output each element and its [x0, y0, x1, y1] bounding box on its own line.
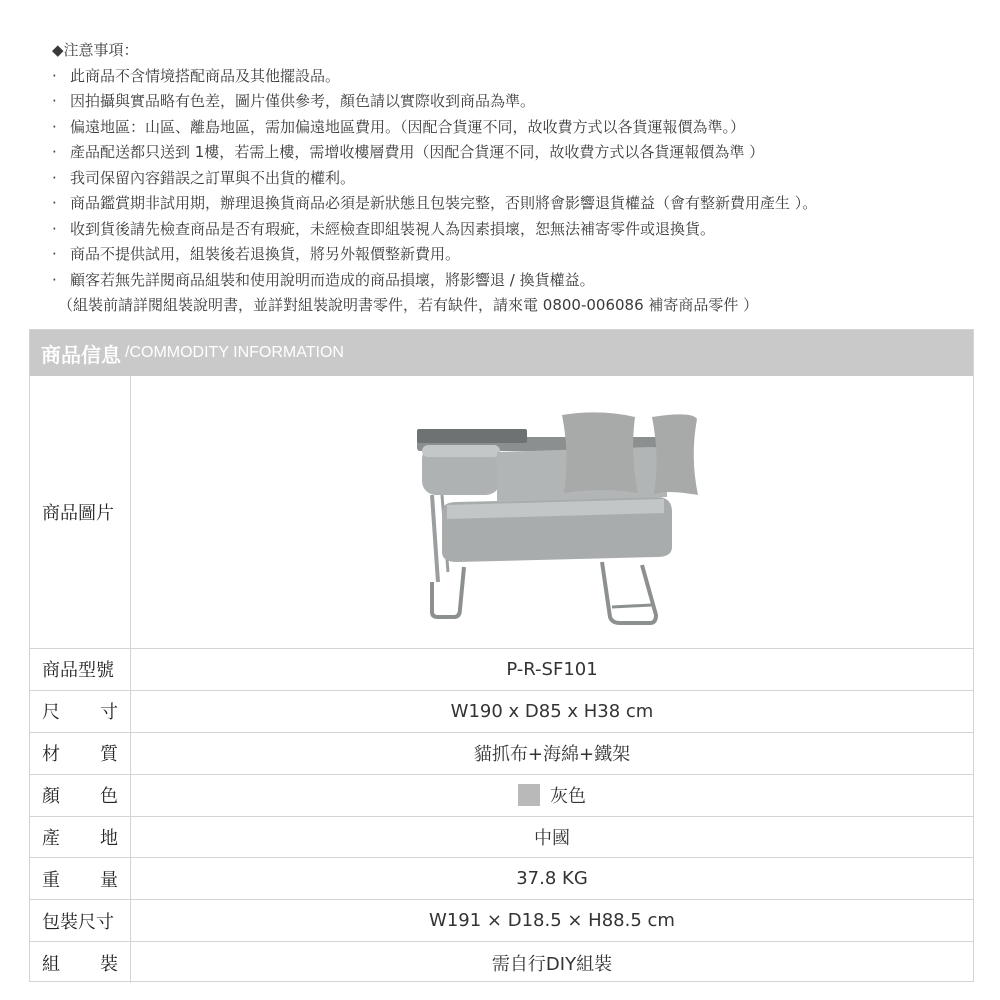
bullet: ·: [52, 143, 57, 161]
spec-row-package: [30, 899, 973, 941]
info-title: 商品信息: [41, 342, 121, 367]
spec-value-color: 灰色: [131, 775, 973, 816]
note-text: 因拍攝與實品略有色差，圖片僅供參考，顏色請以實際收到商品為準。: [70, 92, 536, 110]
bullet: ·: [52, 92, 57, 110]
spec-label: 包裝尺寸: [30, 900, 131, 941]
spec-value-model: P-R-SF101: [506, 658, 598, 680]
notes-section: [48, 38, 978, 319]
product-image: [131, 376, 973, 648]
note-item: [48, 115, 978, 141]
note-text: 產品配送都只送到 1樓，若需上樓，需增收樓層費用（因配合貨運不同，故收費方式以各貨運報價為準 ）: [70, 143, 765, 161]
spec-label: 重 量: [30, 858, 131, 899]
note-item: [48, 89, 978, 115]
info-header: [30, 330, 973, 376]
spec-label: 尺 寸: [30, 691, 131, 732]
spec-value-weight: 37.8 KG: [516, 868, 588, 890]
spec-label: 組 裝: [30, 942, 131, 983]
spec-value-origin: 中國: [534, 828, 570, 849]
note-text: 顧客若無先詳閱商品組裝和使用說明而造成的商品損壞，將影響退 / 換貨權益。: [70, 270, 595, 289]
spec-row-model: [30, 648, 973, 690]
note-text: 商品鑑賞期非試用期，辦理退換貨商品必須是新狀態且包裝完整，否則將會影響退貨權益（會有整新費用產生 ）。: [70, 194, 818, 212]
image-row: [30, 376, 973, 648]
bullet: ·: [52, 245, 57, 263]
spec-value-assembly: 需自行DIY組裝: [491, 953, 613, 975]
sofa-leg-right: [602, 562, 656, 623]
note-text: 商品不提供試用，組裝後若退換貨，將另外報價整新費用。: [70, 245, 461, 263]
spec-label: 顏 色: [30, 775, 131, 816]
note-item: [48, 242, 978, 268]
info-title-en: /COMMODITY INFORMATION: [125, 344, 344, 361]
pillow-1: [562, 412, 638, 493]
note-item: [48, 64, 978, 90]
note-text: 我司保留內容錯誤之訂單與不出貨的權利。: [70, 168, 356, 187]
note-item: [48, 140, 978, 166]
bullet: ·: [52, 168, 57, 187]
notes-footer: （組裝前請詳閱組裝說明書，並詳對組裝說明書零件，若有缺件，請來電 0800-006086 補寄商品零件 ）: [58, 296, 759, 314]
bullet: ·: [52, 66, 57, 85]
spec-label: 材 質: [30, 733, 131, 774]
sofa-illustration: [402, 387, 702, 637]
note-text: 收到貨後請先檢查商品是否有瑕疵，未經檢查即組裝視人為因素損壞，恕無法補寄零件或退換貨。: [70, 219, 716, 238]
note-item: [48, 166, 978, 192]
side-table: [417, 429, 527, 443]
color-swatch: [518, 784, 540, 806]
image-label: 商品圖片: [30, 376, 131, 648]
note-item: [48, 191, 978, 217]
spec-row-material: [30, 732, 973, 774]
notes-heading: ◆注意事項：: [52, 41, 139, 59]
spec-row-color: [30, 774, 973, 816]
note-item: [48, 217, 978, 243]
note-text: 此商品不含情境搭配商品及其他擺設品。: [70, 66, 341, 85]
spec-row-weight: [30, 857, 973, 899]
commodity-info-table: [29, 329, 974, 982]
spec-label: 產 地: [30, 817, 131, 858]
bullet: ·: [52, 194, 57, 212]
spec-label: 商品型號: [30, 649, 131, 690]
bullet: ·: [52, 117, 57, 136]
note-text: 偏遠地區：山區、離島地區，需加偏遠地區費用。（因配合貨運不同，故收費方式以各貨運報價為準。）: [70, 117, 746, 136]
spec-value-size: W190 x D85 x H38 cm: [450, 700, 654, 722]
spec-row-size: [30, 690, 973, 732]
pillow-2: [652, 414, 698, 495]
spec-value-package: W191 × D18.5 × H88.5 cm: [429, 910, 675, 932]
spec-value-material: 貓抓布+海綿+鐵架: [473, 744, 631, 766]
spec-row-assembly: [30, 941, 973, 983]
note-item: [48, 268, 978, 294]
bullet: ·: [52, 270, 57, 289]
bullet: ·: [52, 219, 57, 238]
spec-row-origin: [30, 816, 973, 858]
